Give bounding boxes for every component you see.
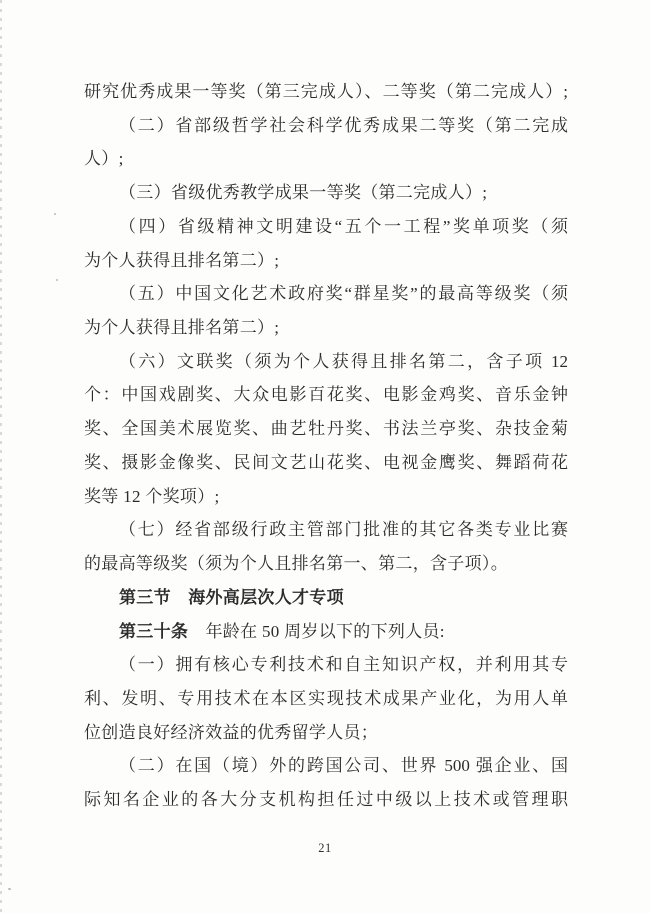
section-heading: 第三节 海外高层次人才专项	[119, 587, 344, 607]
article-intro: 年龄在 50 周岁以下的下列人员:	[188, 621, 445, 641]
text-line: （二）在国（境）外的跨国公司、世界 500 强企业、国	[119, 756, 568, 776]
text-line: （三）省级优秀教学成果一等奖（第二完成人）;	[119, 183, 488, 203]
scan-speck	[8, 888, 11, 890]
text-line: 奖等 12 个奖项）;	[84, 486, 220, 506]
text-line: （五）中国文化艺术政府奖“群星奖”的最高等级奖（须	[119, 284, 568, 304]
text-line: （四）省级精神文明建设“五个一工程”奖单项奖（须	[119, 216, 568, 236]
text-line: 个：中国戏剧奖、大众电影百花奖、电影金鸡奖、音乐金钟	[84, 385, 568, 405]
text-line: 利、发明、专用技术在本区实现技术成果产业化，为用人单	[84, 688, 568, 708]
text-line: 人）;	[84, 149, 124, 169]
page-number: 21	[318, 841, 332, 855]
text-line: （一）拥有核心专利技术和自主知识产权，并利用其专	[119, 655, 568, 675]
scan-speck	[54, 213, 56, 215]
text-line: 研究优秀成果一等奖（第三完成人）、二等奖（第二完成人）;	[84, 82, 568, 101]
scan-edge-artifact	[0, 0, 2, 913]
text-line: 为个人获得且排名第二）;	[84, 318, 280, 338]
document-body	[84, 75, 568, 817]
article-number: 第三十条	[119, 621, 189, 641]
scan-speck	[56, 279, 58, 281]
text-line: 的最高等级奖（须为个人且排名第一、第二，含子项）。	[84, 554, 508, 574]
text-line: （六）文联奖（须为个人获得且排名第二，含子项 12	[119, 351, 568, 371]
text-line: （七）经省部级行政主管部门批准的其它各类专业比赛	[119, 520, 568, 540]
text-line: 位创造良好经济效益的优秀留学人员；	[84, 722, 379, 742]
text-line: 奖、摄影金像奖、民间文艺山花奖、电视金鹰奖、舞蹈荷花	[84, 452, 568, 472]
text-line: 为个人获得且排名第二）;	[84, 250, 280, 270]
text-line: 奖、全国美术展览奖、曲艺牡丹奖、书法兰亭奖、杂技金菊	[84, 419, 568, 439]
text-line: （二）省部级哲学社会科学优秀成果二等奖（第二完成	[119, 115, 568, 135]
text-line: 际知名企业的各大分支机构担任过中级以上技术或管理职	[84, 790, 568, 810]
article-line	[84, 615, 568, 649]
